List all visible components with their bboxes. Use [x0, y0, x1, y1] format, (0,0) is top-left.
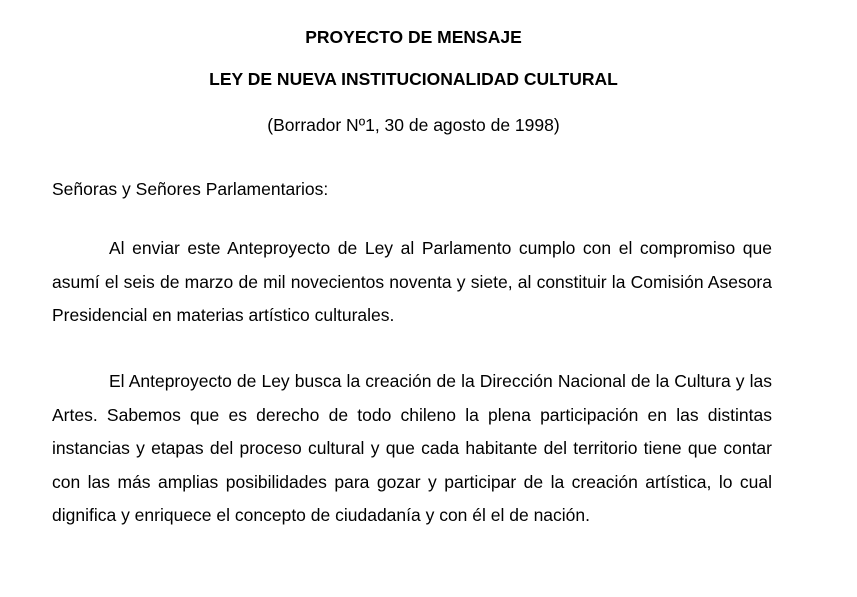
salutation: Señoras y Señores Parlamentarios:: [52, 179, 329, 199]
document-title: PROYECTO DE MENSAJE: [305, 27, 522, 47]
paragraph-2: El Anteproyecto de Ley busca la creación de la Dirección Nacional de la Cultura y las Artes. Sabemos que es derecho de todo chileno la plena participación en las distintas instancias y etapas del proceso cultural y que cada habitante del territorio tiene que contar con las más amplias posibilidades para gozar y participar de la creación artística, lo cual dignifica y enriquece el concepto de ciudadanía y con él el de nación.: [52, 371, 772, 526]
paragraph-1: Al enviar este Anteproyecto de Ley al Parlamento cumplo con el compromiso que asumí el seis de marzo de mil novecientos noventa y siete, al constituir la Comisión Asesora Presidencial en materias artístico culturales.: [52, 238, 772, 326]
draft-note: (Borrador Nº1, 30 de agosto de 1998): [267, 115, 560, 135]
document-subtitle: LEY DE NUEVA INSTITUCIONALIDAD CULTURAL: [209, 69, 618, 89]
